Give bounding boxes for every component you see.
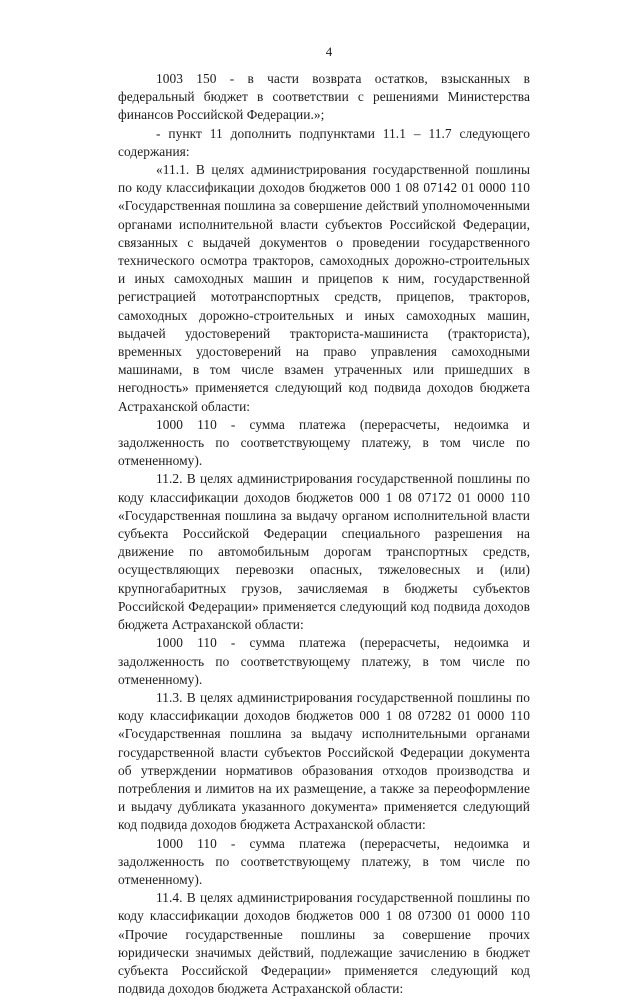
paragraph: 11.2. В целях администрирования государственной пошлины по коду классификации доходов бюджетов 000 1 08 07172 01 0000 110 «Государственная пошлина за выдачу органом исполнительной власти субъекта Российской Федерации специального разрешения на движение по автомобильным дорогам транспортных средств, осуществляющих перевозки опасных, тяжеловесных и (или) крупногабаритных грузов, зачисляемая в бюджеты субъектов Российской Федерации» применяется следующий код подвида доходов бюджета Астраханской области: [118, 471, 530, 633]
paragraph: - пункт 11 дополнить подпунктами 11.1 – 11.7 следующего содержания: [118, 125, 530, 159]
document-body [118, 70, 530, 998]
paragraph: 1003 150 - в части возврата остатков, взысканных в федеральный бюджет в соответствии с решениями Министерства финансов Российской Федерации.»; [118, 71, 530, 123]
paragraph: 11.4. В целях администрирования государственной пошлины по коду классификации доходов бюджетов 000 1 08 07300 01 0000 110 «Прочие государственные пошлины за совершение прочих юридически значимых действий, подлежащие зачислению в бюджет субъекта Российской Федерации» применяется следующий код подвида доходов бюджета Астраханской области: [118, 890, 530, 997]
paragraph: 1000 110 - сумма платежа (перерасчеты, недоимка и задолженность по соответствующему платежу, в том числе по отмененному). [118, 416, 530, 469]
page-number: 4 [325, 44, 333, 59]
paragraph: 1000 110 - сумма платежа (перерасчеты, недоимка и задолженность по соответствующему платежу, в том числе по отмененному). [118, 635, 530, 687]
paragraph: «11.1. В целях администрирования государственной пошлины по коду классификации доходов бюджетов 000 1 08 07142 01 0000 110 «Государственная пошлина за совершение действий уполномоченными органами исполнительной власти субъектов Российской Федерации, связанных с выдачей документов о проведении государственного технического осмотра тракторов, самоходных дорожно-строительных и иных самоходных машин и прицепов к ним, государственной регистрацией мототранспортных средств, прицепов, тракторов, самоходных дорожно-строительных и иных самоходных машин, выдачей удостоверений тракториста-машиниста (тракториста), временных удостоверений на право управления самоходными машинами, в том числе взамен утраченных или пришедших в негодность» применяется следующий код подвида доходов бюджета Астраханской области: [118, 162, 530, 414]
paragraph: 1000 110 - сумма платежа (перерасчеты, недоимка и задолженность по соответствующему платежу, в том числе по отмененному). [118, 835, 530, 887]
paragraph: 11.3. В целях администрирования государственной пошлины по коду классификации доходов бюджетов 000 1 08 07282 01 0000 110 «Государственная пошлина за выдачу исполнительными органами государственной власти субъектов Российской Федерации документа об утверждении нормативов образования отходов производства и потребления и лимитов на их размещение, а также за переоформление и выдачу дубликата указанного документа» применяется следующий код подвида доходов бюджета Астраханской области: [118, 689, 530, 833]
